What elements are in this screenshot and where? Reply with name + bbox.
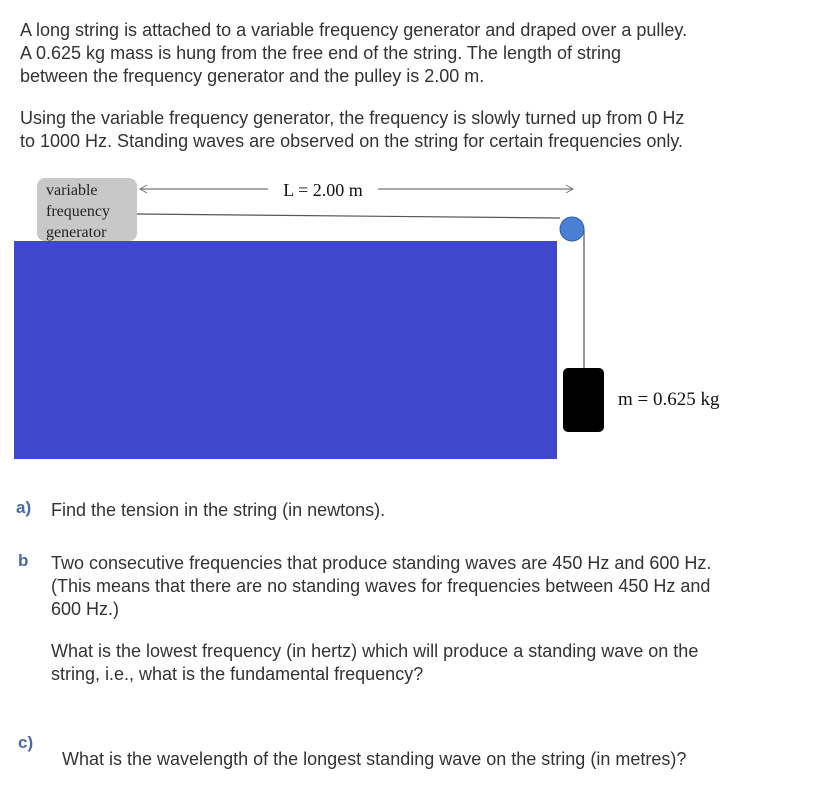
apparatus-diagram [0,175,818,465]
intro-line: A 0.625 kg mass is hung from the free end of the string. The length of string [20,43,622,63]
generator-label-line: frequency [46,203,110,220]
table-block [14,241,557,459]
setup-paragraph [20,107,800,153]
question-b-text [51,552,711,621]
question-b-line: Two consecutive frequencies that produce standing waves are 450 Hz and 600 Hz. [51,553,712,573]
mass-label: m = 0.625 kg [618,389,720,410]
question-b-followup [51,640,698,686]
generator-label-line: variable [46,182,98,199]
intro-line: between the frequency generator and the pulley is 2.00 m. [20,66,485,86]
generator-label-line: generator [46,224,107,241]
hanging-mass [563,368,604,432]
length-label: L = 2.00 m [283,180,363,200]
intro-paragraph [20,19,800,88]
question-b-followup-line: What is the lowest frequency (in hertz) which will produce a standing wave on the [51,641,699,661]
pulley-wheel [560,217,584,241]
setup-line: Using the variable frequency generator, the frequency is slowly turned up from 0 Hz [20,108,685,128]
question-b-line: 600 Hz.) [51,599,120,619]
question-b-followup-line: string, i.e., what is the fundamental frequency? [51,664,424,684]
setup-line: to 1000 Hz. Standing waves are observed on the string for certain frequencies only. [20,131,684,151]
question-b-label: b [18,551,29,570]
question-a-text: Find the tension in the string (in newtons). [51,500,386,520]
question-a-label: a) [16,498,32,517]
question-c-label: c) [18,733,34,752]
question-c-text: What is the wavelength of the longest standing wave on the string (in metres)? [62,749,687,769]
string-horizontal [137,214,560,218]
intro-line: A long string is attached to a variable frequency generator and draped over a pulley. [20,20,688,40]
question-b-line: (This means that there are no standing waves for frequencies between 450 Hz and [51,576,711,596]
